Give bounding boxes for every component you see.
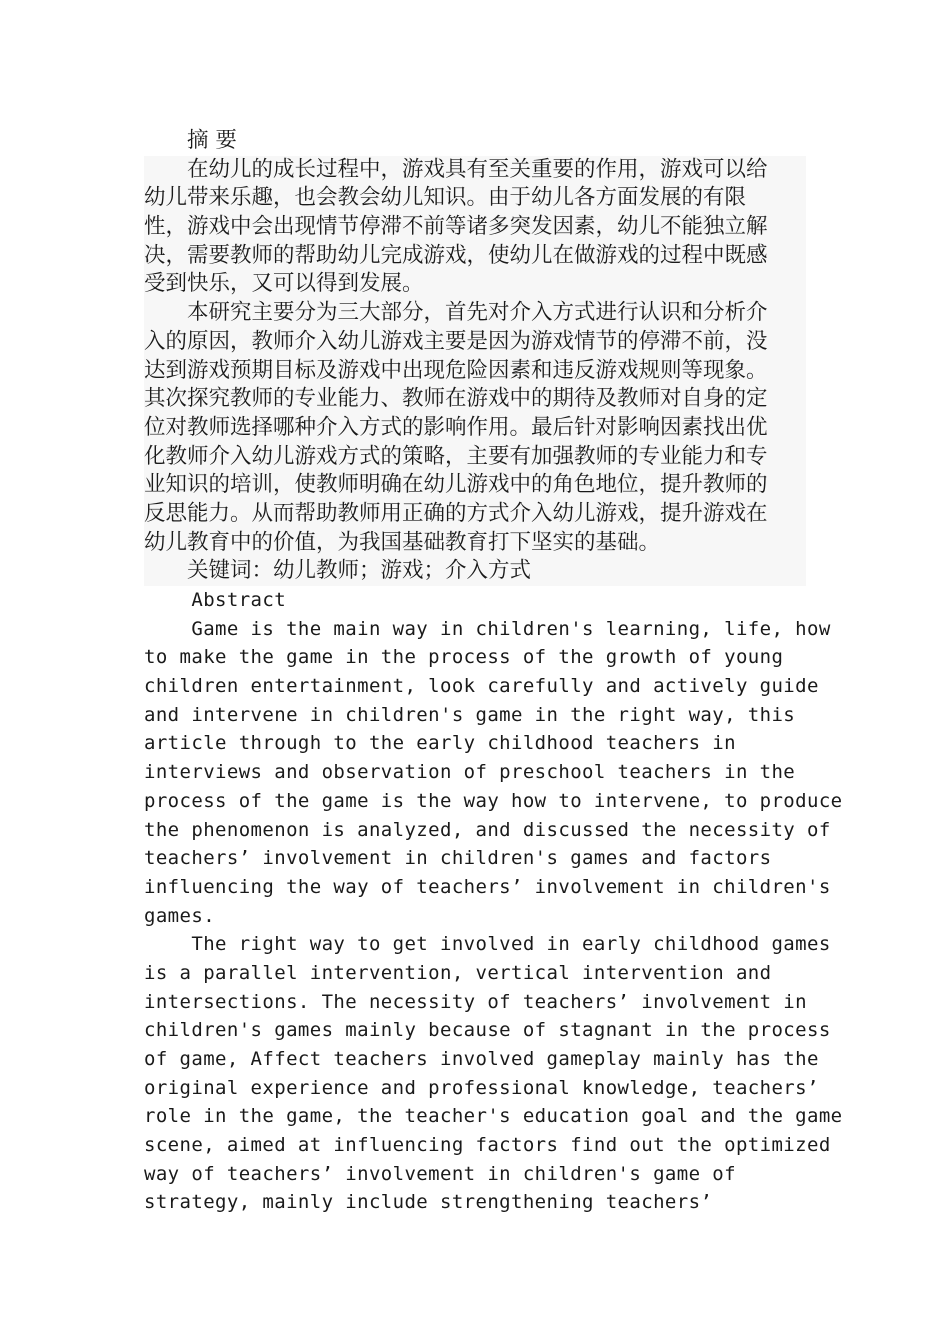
english-text-line: article through to the early childhood teachers in: [144, 732, 736, 755]
english-text-line: original experience and professional knowledge, teachers’: [144, 1076, 819, 1099]
english-text-line: the phenomenon is analyzed, and discussed the necessity of: [144, 818, 831, 841]
english-text-line: Game is the main way in children's learning, life, how: [144, 617, 831, 640]
chinese-text-line: 幼儿带来乐趣，也会教会幼儿知识。由于幼儿各方面发展的有限: [144, 184, 806, 213]
chinese-text-line: 性，游戏中会出现情节停滞不前等诸多突发因素，幼儿不能独立解: [144, 213, 806, 242]
english-text-line: to make the game in the process of the growth of young: [144, 646, 784, 669]
english-text-line: of game, Affect teachers involved gameplay mainly has the: [144, 1048, 819, 1070]
english-text-line: strategy, mainly include strengthening teachers’: [144, 1191, 713, 1214]
chinese-text-line: 关键词：幼儿教师；游戏；介入方式: [144, 557, 806, 586]
english-text-line: way of teachers’ involvement in children's game of: [144, 1162, 736, 1185]
chinese-text-line: 业知识的培训，使教师明确在幼儿游戏中的角色地位，提升教师的: [144, 471, 806, 500]
chinese-text-line: 受到快乐，又可以得到发展。: [144, 270, 806, 299]
chinese-text-line: 在幼儿的成长过程中，游戏具有至关重要的作用，游戏可以给: [144, 156, 806, 185]
chinese-text-line: 入的原因，教师介入幼儿游戏主要是因为游戏情节的停滞不前，没: [144, 328, 806, 357]
chinese-text-line: 其次探究教师的专业能力、教师在游戏中的期待及教师对自身的定: [144, 385, 806, 414]
chinese-text-line: 决，需要教师的帮助幼儿完成游戏，使幼儿在做游戏的过程中既感: [144, 242, 806, 271]
chinese-text-line: 幼儿教育中的价值，为我国基础教育打下坚实的基础。: [144, 529, 806, 558]
english-text-line: Abstract: [144, 589, 287, 611]
english-text-line: games.: [144, 904, 216, 927]
english-text-line: teachers’ involvement in children's games and factors: [144, 847, 772, 870]
abstract-heading: 摘 要: [144, 128, 237, 153]
english-text-line: children entertainment, look carefully and actively guide: [144, 675, 819, 698]
english-text-line: scene, aimed at influencing factors find out the optimized: [144, 1134, 831, 1157]
english-text-line: influencing the way of teachers’ involvement in children's: [144, 875, 831, 898]
english-text-line: The right way to get involved in early childhood games: [144, 933, 831, 956]
english-text-line: is a parallel intervention, vertical intervention and: [144, 961, 772, 984]
english-text-line: children's games mainly because of stagnant in the process: [144, 1019, 831, 1042]
chinese-text-line: 达到游戏预期目标及游戏中出现危险因素和违反游戏规则等现象。: [144, 357, 806, 386]
english-text-line: interviews and observation of preschool teachers in the: [144, 761, 796, 784]
chinese-text-line: 化教师介入幼儿游戏方式的策略，主要有加强教师的专业能力和专: [144, 443, 806, 472]
document-body: [144, 127, 843, 1217]
chinese-text-line: 反思能力。从而帮助教师用正确的方式介入幼儿游戏，提升游戏在: [144, 500, 806, 529]
chinese-text-line: 位对教师选择哪种介入方式的影响作用。最后针对影响因素找出优: [144, 414, 806, 443]
english-text-line: and intervene in children's game in the right way, this: [144, 703, 796, 726]
english-text-line: process of the game is the way how to intervene, to produce: [144, 789, 843, 812]
chinese-text-line: 本研究主要分为三大部分，首先对介入方式进行认识和分析介: [144, 299, 806, 328]
english-text-line: intersections. The necessity of teachers’ involvement in: [144, 990, 807, 1013]
english-text-line: role in the game, the teacher's education goal and the game: [144, 1105, 843, 1128]
